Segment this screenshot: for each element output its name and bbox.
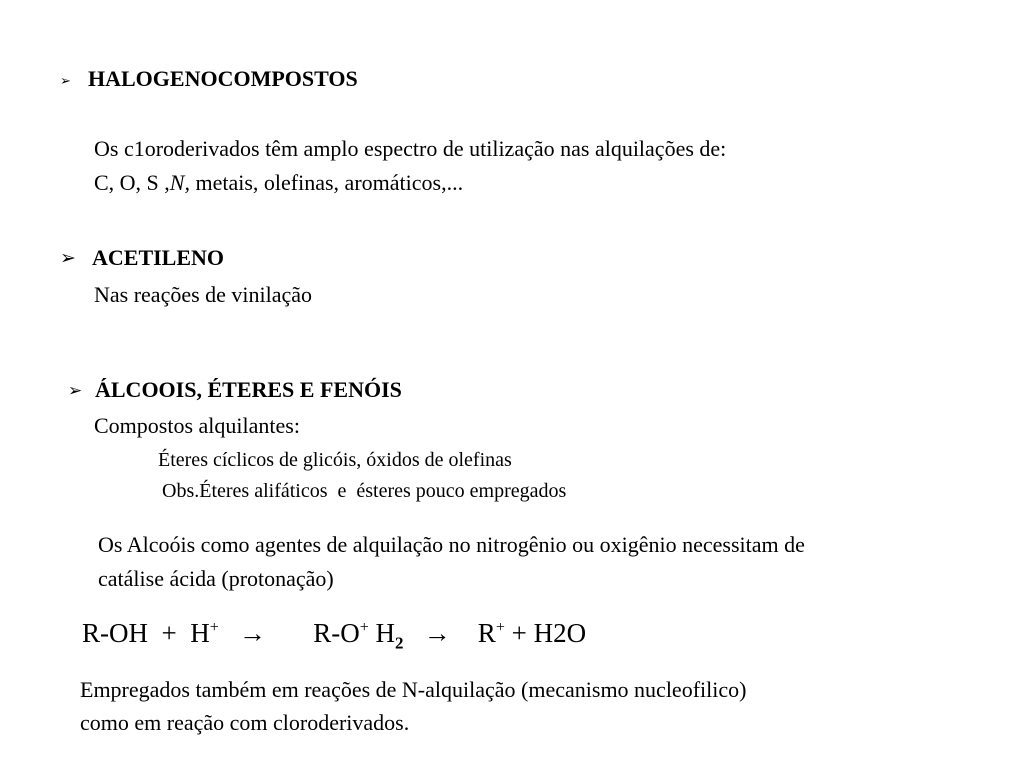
heading-acetileno: ACETILENO bbox=[92, 245, 225, 270]
alcoois-text-intro: Compostos alquilantes: bbox=[94, 413, 300, 438]
footer-text-line2: como em reação com cloroderivados. bbox=[80, 710, 410, 735]
heading-alcoois: ÁLCOOIS, ÉTERES E FENÓIS bbox=[95, 377, 402, 402]
acetileno-text: Nas reações de vinilação bbox=[94, 282, 313, 307]
eq-sup-1: + bbox=[209, 619, 219, 636]
eq-intermediate: R-O bbox=[313, 618, 360, 648]
alcoois-paragraph-line2: catálise ácida (protonação) bbox=[98, 566, 334, 591]
eq-product: R bbox=[477, 618, 496, 648]
eq-arrow-1: → bbox=[218, 618, 314, 648]
eq-sup-2: + bbox=[359, 619, 369, 636]
eq-intermediate-h: H bbox=[368, 618, 396, 648]
alcoois-paragraph-line1: Os Alcoóis como agentes de alquilação no nitrogênio ou oxigênio necessitam de bbox=[98, 532, 805, 557]
heading-halogenocompostos: HALOGENOCOMPOSTOS bbox=[88, 66, 358, 91]
eq-arrow-2: → bbox=[403, 618, 478, 648]
eq-sup-3: + bbox=[495, 619, 505, 636]
eq-reactant: R-OH + H bbox=[82, 618, 210, 648]
halogeno-line2-suffix: metais, olefinas, aromáticos,... bbox=[189, 170, 464, 195]
bullet-arrow-icon: ➢ bbox=[60, 74, 71, 89]
alcoois-subitem-2: Obs.Éteres alifáticos e ésteres pouco empregados bbox=[162, 480, 567, 502]
halogeno-text-line1: Os c1oroderivados têm amplo espectro de utilização nas alquilações de: bbox=[94, 136, 727, 161]
halogeno-line2-prefix: C, O, S , bbox=[94, 170, 170, 195]
bullet-arrow-icon: ➢ bbox=[68, 381, 83, 401]
halogeno-line2-italic: N, bbox=[169, 170, 190, 195]
eq-sub-1: 2 bbox=[395, 633, 404, 653]
eq-product-2: + H2O bbox=[504, 618, 587, 648]
reaction-equation bbox=[82, 618, 587, 653]
footer-text-line1: Empregados também em reações de N-alquilação (mecanismo nucleofilico) bbox=[80, 677, 747, 702]
halogeno-text-line2 bbox=[94, 170, 463, 196]
alcoois-subitem-1: Éteres cíclicos de glicóis, óxidos de olefinas bbox=[158, 449, 512, 471]
bullet-arrow-icon: ➢ bbox=[60, 247, 76, 269]
